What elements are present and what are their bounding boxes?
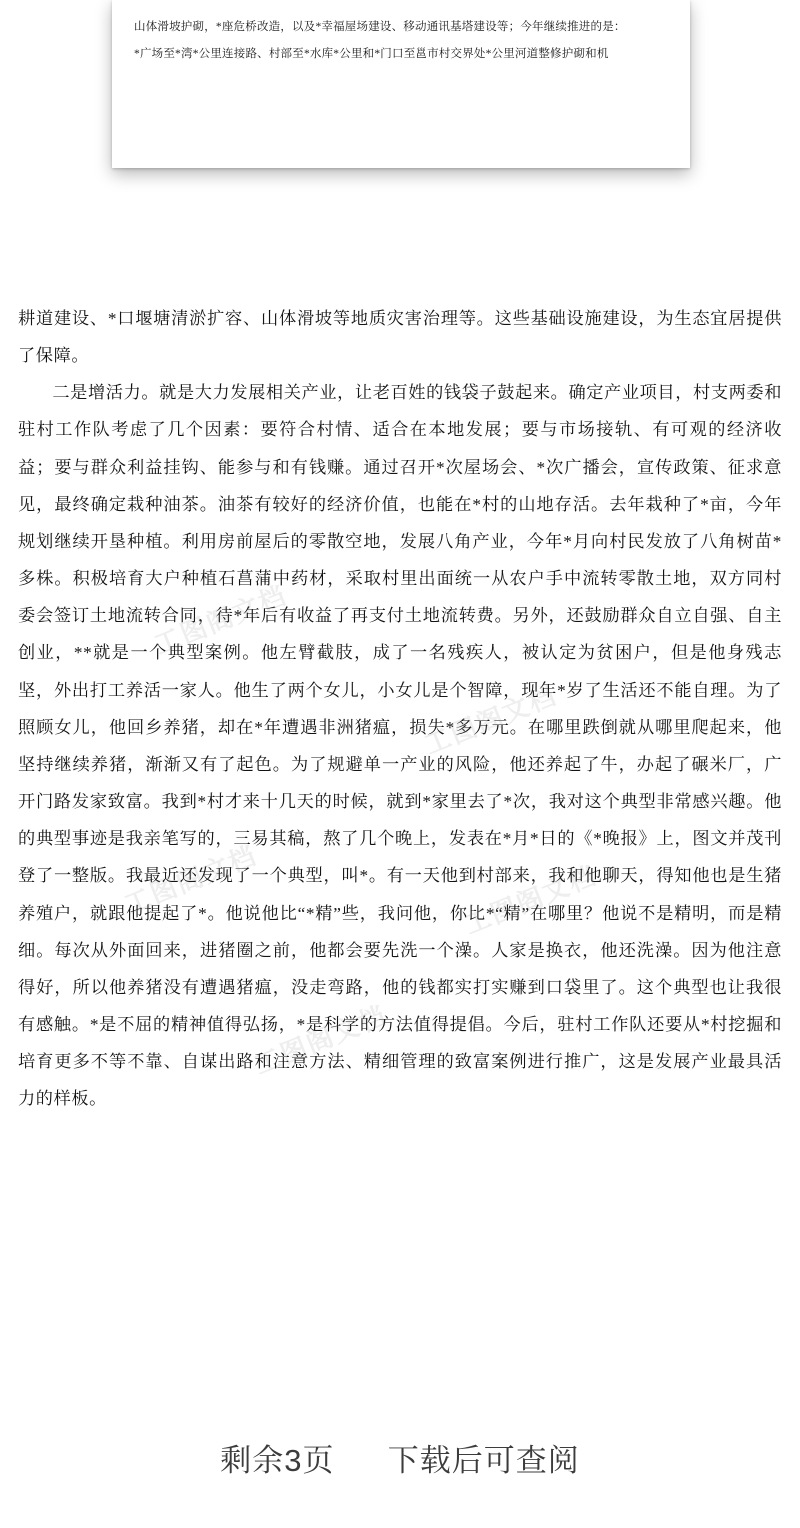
download-action-label[interactable]: 下载后可查阅 — [387, 1443, 580, 1478]
watermark: 工图阁文档 — [250, 999, 392, 1081]
preview-line-2: *广场至*湾*公里连接路、村部至*水库*公里和*门口至邕市村交界处*公里河道整修护砌和机 — [134, 48, 609, 61]
watermark: 工图阁文档 — [420, 679, 562, 761]
paragraph-2: 二是增活力。就是大力发展相关产业，让老百姓的钱袋子鼓起来。确定产业项目，村支两委和驻村工作队考虑了几个因素：要符合村情、适合在本地发展；要与市场接轨、有可观的经济收益；要与群众利益挂钩、能参与和有钱赚。通过召开*次屋场会、*次广播会，宣传政策、征求意见，最终确定栽种油茶。油茶有较好的经济价值，也能在*村的山地存活。去年栽种了*亩，今年规划继续开垦种植。利用房前屋后的零散空地，发展八角产业，今年*月向村民发放了八角树苗*多株。积极培育大户种植石菖蒲中药材，采取村里出面统一从农户手中流转零散土地，双方同村委会签订土地流转合同，待*年后有收益了再支付土地流转费。另外，还鼓励群众自立自强、自主创业，**就是一个典型案例。他左臂截肢，成了一名残疾人，被认定为贫困户，但是他身残志坚，外出打工养活一家人。他生了两个女儿，小女儿是个智障，现年*岁了生活还不能自理。为了照顾女儿，他回乡养猪，却在*年遭遇非洲猪瘟，损失*多万元。在哪里跌倒就从哪里爬起来，他坚持继续养猪，渐渐又有了起色。为了规避单一产业的风险，他还养起了牛，办起了碾米厂，广开门路发家致富。我到*村才来十几天的时候，就到*家里去了*次，我对这个典型非常感兴趣。他的典型事迹是我亲笔写的，三易其稿，熬了几个晚上，发表在*月*日的《*晚报》上，图文并茂刊登了一整版。我最近还发现了一个典型，叫*。有一天他到村部来，我和他聊天，得知他也是生猪养殖户，就跟他提起了*。他说他比“*精”些，我问他，你比*“精”在哪里？他说不是精明，而是精细。每次从外面回来，进猪圈之前，他都会要先洗一个澡。人家是换衣，他还洗澡。因为他注意得好，所以他养猪没有遭遇猪瘟，没走弯路，他的钱都实打实赚到口袋里了。这个典型也让我很有感触。*是不屈的精神值得弘扬，*是科学的方法值得提倡。今后，驻村工作队还要从*村挖掘和培育更多不等不靠、自谋出路和注意方法、精细管理的致富案例进行推广，这是发展产业最具活力的样板。 — [18, 383, 782, 1109]
paragraph-1: 耕道建设、*口堰塘清淤扩容、山体滑坡等地质灾害治理等。这些基础设施建设，为生态宜居提供了保障。 — [18, 309, 782, 366]
download-prompt[interactable] — [0, 1435, 800, 1480]
watermark: 工图阁文档 — [120, 839, 262, 921]
remaining-pages-label: 剩余3页 — [220, 1443, 335, 1478]
page-preview-card — [112, 0, 690, 168]
watermark: 工图阁文档 — [150, 579, 292, 661]
preview-line-1: 山体滑坡护砌，*座危桥改造，以及*幸福屋场建设、移动通讯基塔建设等；今年继续推进的是： — [134, 21, 626, 33]
document-body — [0, 300, 800, 1117]
watermark: 工图阁文档 — [460, 859, 602, 941]
